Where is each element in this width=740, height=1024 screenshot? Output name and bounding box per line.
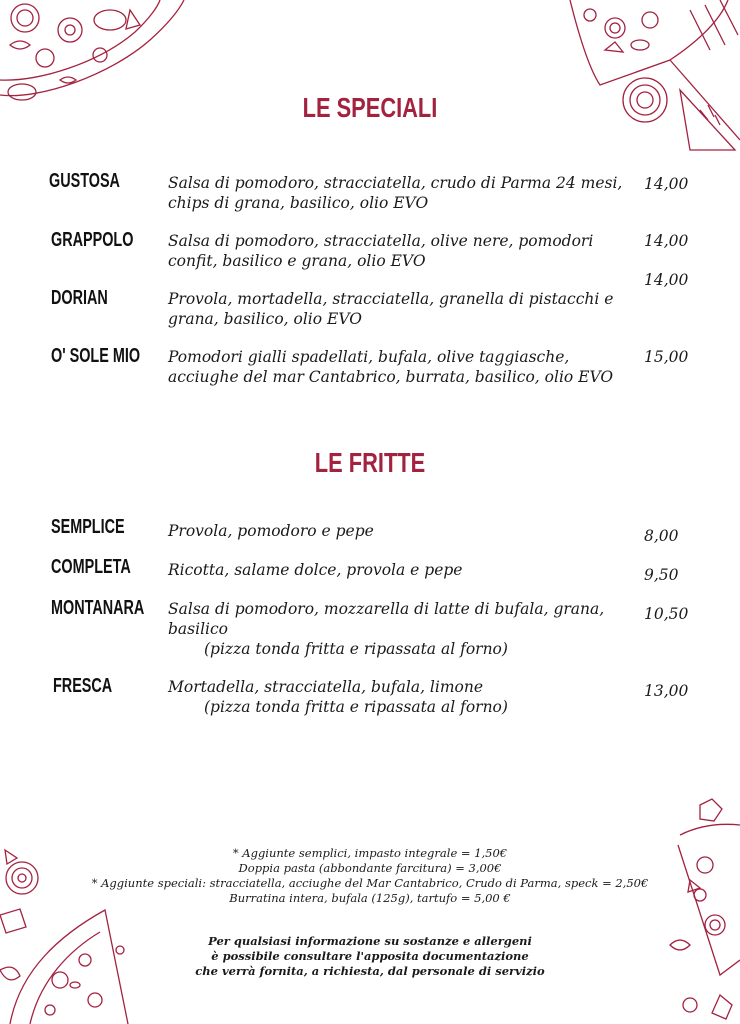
item-price-montanara: 10,50: [644, 605, 689, 623]
item-price-gustosa: 14,00: [644, 175, 689, 193]
item-desc-o-sole-mio: Pomodori gialli spadellati, bufala, olive taggiasche, acciughe del mar Cantabrico, burrata, basilico, olio EVO: [168, 348, 614, 386]
item-name-montanara: MONTANARA: [51, 597, 145, 619]
item-price-completa: 9,50: [644, 566, 679, 584]
item-price-o-sole-mio: 15,00: [644, 348, 689, 366]
item-name-fresca: FRESCA: [53, 675, 113, 697]
footnotes: [0, 846, 740, 906]
footnote-line: Doppia pasta (abbondante farcitura) = 3,00€: [238, 861, 502, 875]
item-note-montanara: (pizza tonda fritta e ripassata al forno): [204, 640, 508, 658]
allergen-line: che verrà fornita, a richiesta, dal personale di servizio: [195, 964, 545, 978]
item-name-dorian: DORIAN: [51, 287, 108, 309]
item-desc-completa: [168, 560, 628, 580]
item-desc-montanara: [168, 599, 628, 659]
item-price-fresca: 13,00: [644, 682, 689, 700]
pizza-illustration-bottom-right: [660, 795, 740, 1024]
item-desc-completa-text: Ricotta, salame dolce, provola e pepe: [168, 561, 463, 579]
allergen-notice: [0, 934, 740, 979]
item-desc-dorian: Provola, mortadella, stracciatella, granella di pistacchi e grana, basilico, olio EVO: [168, 290, 614, 328]
item-desc-semplice-text: Provola, pomodoro e pepe: [168, 522, 374, 540]
item-price-dorian: 14,00: [644, 271, 689, 289]
item-name-gustosa: GUSTOSA: [49, 170, 120, 192]
item-price-semplice: 8,00: [644, 527, 679, 545]
item-name-o-sole-mio: O' SOLE MIO: [51, 345, 141, 367]
footnote-line: Burratina intera, bufala (125g), tartufo = 5,00 €: [229, 891, 511, 905]
item-note-fresca: (pizza tonda fritta e ripassata al forno): [204, 698, 508, 716]
item-price-grappolo: 14,00: [644, 232, 689, 250]
item-desc-gustosa: Salsa di pomodoro, stracciatella, crudo di Parma 24 mesi, chips di grana, basilico, olio EVO: [168, 174, 623, 212]
item-desc-semplice: [168, 521, 628, 541]
footnote-line: * Aggiunte semplici, impasto integrale = 1,50€: [232, 846, 508, 860]
section-title-speciali: LE SPECIALI: [302, 92, 438, 123]
section-title-fritte: LE FRITTE: [314, 447, 426, 478]
item-name-grappolo: GRAPPOLO: [51, 229, 134, 251]
item-desc-fresca-text: Mortadella, stracciatella, bufala, limone: [168, 678, 484, 696]
item-name-completa: COMPLETA: [51, 556, 131, 578]
item-desc-fresca: [168, 677, 628, 717]
item-name-semplice: SEMPLICE: [51, 516, 125, 538]
footnote-line: * Aggiunte speciali: stracciatella, acciughe del Mar Cantabrico, Crudo di Parma, speck = 2,50€: [91, 876, 649, 890]
item-desc-montanara-text: Salsa di pomodoro, mozzarella di latte di bufala, grana, basilico: [168, 600, 605, 638]
pizza-illustration-top-right: [550, 0, 740, 155]
allergen-line: Per qualsiasi informazione su sostanze e allergeni: [208, 934, 532, 948]
allergen-line: è possibile consultare l'apposita documentazione: [211, 949, 529, 963]
item-desc-grappolo: Salsa di pomodoro, stracciatella, olive nere, pomodori confit, basilico e grana, olio EVO: [168, 232, 594, 270]
